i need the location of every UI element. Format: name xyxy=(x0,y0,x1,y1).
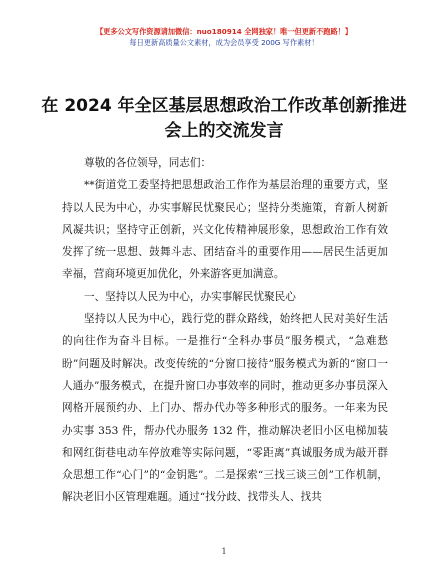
document-body xyxy=(62,152,388,509)
header-banner xyxy=(0,26,448,48)
page-number: 1 xyxy=(221,547,227,556)
paragraph-section-1: 坚持以人民为中心，践行党的群众路线，始终把人民对美好生活的向往作为奋斗目标。一是推行“全科办事员”服务模式，“急难愁盼”问题及时解决。改变传统的“分窗口接待”服务模式为新的“窗口一人通办”服务模式，在提升窗口办事效率的同时，推动更多办事员深入网格开展预约办、上门办、帮办代办等多种形式的服务。一年来为民办实事 353 件，帮办代办服务 132 件，推动解决老旧小区电梯加装和网红街巷电动车停放难等实际问题，“零距离”真诚服务成为敲开群众思想工作“心门”的“金钥匙”。二是探索“三找三谈三创”工作机制，解决老旧小区管理难题。通过“找分歧、找带头人、找共 xyxy=(62,313,388,504)
banner-line-1: 【更多公文写作资源请加微信：nuo180914 全网独家！唯一但更新不跑路！】 xyxy=(95,27,353,36)
paragraph-intro: **街道党工委坚持把思想政治工作作为基层治理的重要方式，坚持以人民为中心，办实事解民忧聚民心；坚持分类施策，育新人树新风凝共识；坚持守正创新，兴文化传精神展形象，思想政治工作有效发挥了统一思想、鼓舞斗志、团结奋斗的重要作用——居民生活更加幸福，营商环境更加优化，外来游客更加满意。 xyxy=(62,179,388,281)
document-title: 在 2024 年全区基层思想政治工作改革创新推进会上的交流发言 xyxy=(41,96,407,141)
greeting: 尊敬的各位领导，同志们： xyxy=(84,157,212,169)
section-heading: 一、坚持以人民为中心，办实事解民忧聚民心 xyxy=(84,290,296,303)
banner-line-2: 每日更新高质量公文素材，成为会员享受 200G 写作素材！ xyxy=(129,38,319,47)
